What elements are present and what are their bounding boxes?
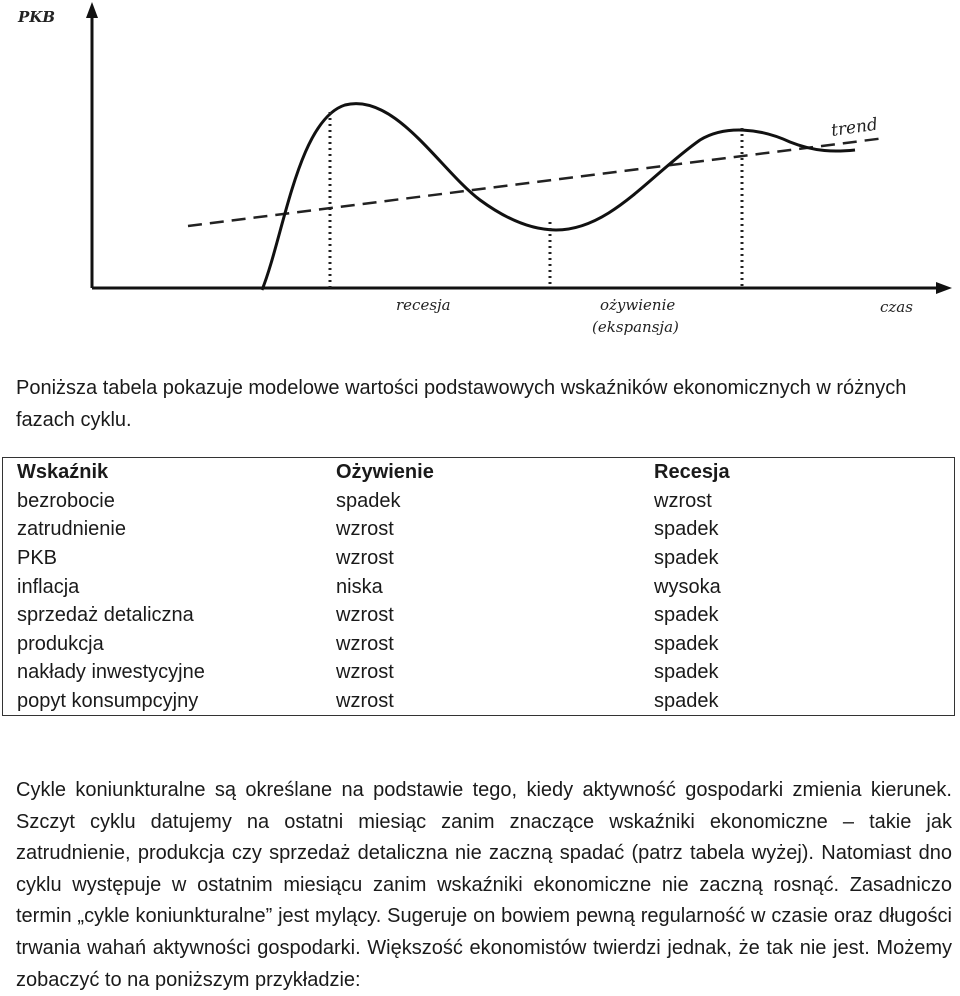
table-cell: niska	[336, 575, 383, 598]
table-cell: spadek	[654, 661, 719, 684]
y-axis-label: PKB	[18, 8, 55, 26]
table-cell: PKB	[17, 547, 58, 570]
table-cell: wzrost	[336, 661, 394, 684]
indicators-table	[2, 457, 955, 716]
table-cell: wzrost	[336, 690, 394, 713]
table-cell: inflacja	[17, 575, 80, 598]
header-indicator: Wskaźnik	[17, 461, 109, 484]
x-axis-label: czas	[880, 298, 913, 316]
table-row	[3, 487, 955, 516]
header-recession: Recesja	[654, 461, 730, 484]
table-row	[3, 515, 955, 544]
table-header-row	[3, 458, 955, 487]
table-row	[3, 601, 955, 630]
business-cycle-diagram	[0, 0, 960, 345]
table-cell: spadek	[654, 604, 719, 627]
table-cell: bezrobocie	[17, 489, 115, 512]
table-cell: nakłady inwestycyjne	[17, 661, 205, 684]
trend-line	[188, 138, 885, 226]
explanation-paragraph: Cykle koniunkturalne są określane na podstawie tego, kiedy aktywność gospodarki zmienia kierunek. Szczyt cyklu datujemy na ostatni miesiąc zanim znaczące wskaźniki ekonomiczne – takie jak zatrudnienie, produkcja czy sprzedaż detaliczna nie zaczną spadać (patrz tabela wyżej). Natomiast dno cyklu występuje w ostatnim miesiącu zanim wskaźniki ekonomiczne nie zaczną rosnąć. Zasadniczo termin „cykle koniunkturalne” jest mylący. Sugeruje on bowiem pewną regularność w czasie oraz długości trwania wahań aktywności gospodarki. Większość ekonomistów twierdzi jednak, że tak nie jest. Możemy zobaczyć to na poniższym przykładzie:	[16, 779, 952, 991]
table-cell: zatrudnienie	[17, 518, 126, 541]
cycle-explanation	[16, 775, 952, 996]
table-cell: wzrost	[336, 632, 394, 655]
table-cell: sprzedaż detaliczna	[17, 604, 194, 627]
table-cell: wysoka	[654, 575, 721, 598]
ozywienie-label: ożywienie	[600, 296, 676, 314]
table-cell: spadek	[654, 547, 719, 570]
table-cell: wzrost	[336, 518, 394, 541]
recesja-label: recesja	[396, 296, 451, 314]
table-cell: wzrost	[654, 489, 712, 512]
table-row	[3, 687, 955, 716]
table-cell: wzrost	[336, 547, 394, 570]
table-cell: wzrost	[336, 604, 394, 627]
table-cell: spadek	[654, 632, 719, 655]
table-cell: spadek	[654, 690, 719, 713]
y-axis-arrow	[86, 2, 98, 18]
table-row	[3, 544, 955, 573]
table-row	[3, 658, 955, 687]
cycle-curve	[262, 104, 855, 290]
table-cell: popyt konsumpcyjny	[17, 690, 199, 713]
table-cell: spadek	[654, 518, 719, 541]
table-row	[3, 630, 955, 659]
intro-paragraph: Poniższa tabela pokazuje modelowe wartości podstawowych wskaźników ekonomicznych w różnych fazach cyklu.	[16, 377, 907, 431]
trend-label: trend	[829, 114, 880, 141]
x-axis-arrow	[936, 282, 952, 294]
header-recovery: Ożywienie	[336, 461, 434, 484]
ekspansja-label: (ekspansja)	[592, 318, 679, 336]
table-cell: spadek	[336, 489, 401, 512]
table-row	[3, 572, 955, 601]
table-cell: produkcja	[17, 632, 104, 655]
